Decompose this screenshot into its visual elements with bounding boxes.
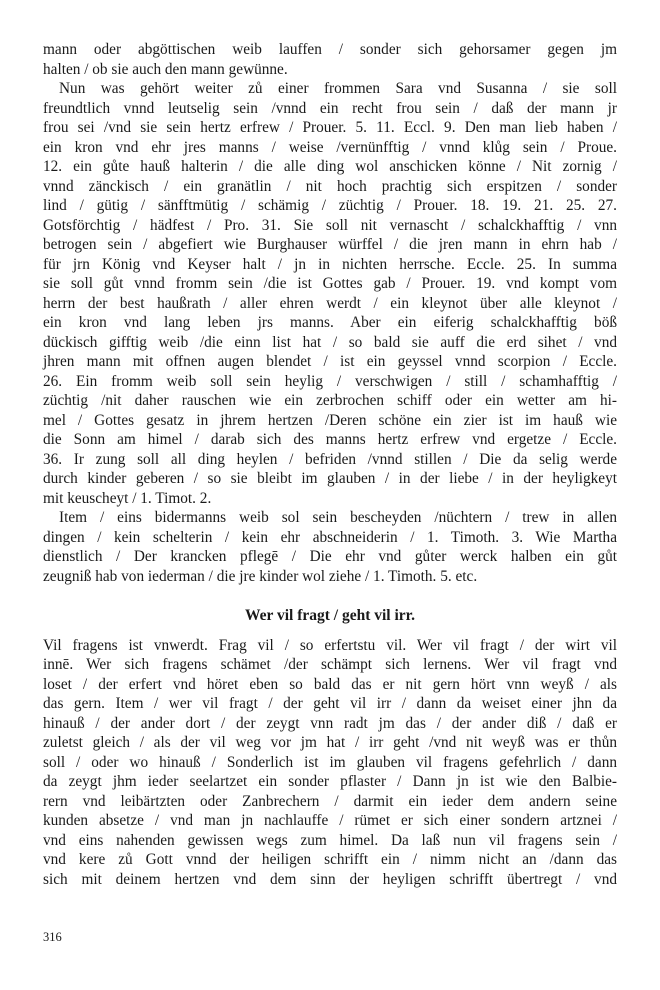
text-line: ein kron vnd lang leben jrs manns. Aber ein eiferig schalckhafftig böß [43,314,617,331]
text-line: rern vnd leibärtzten oder Zanbrechern / darmit ein ieder dem andern seine [43,792,617,810]
body-text-block-1 [43,40,617,586]
text-line: ein kron vnd ehr jres manns / weise /vernünfftig / vnnd klůg sein / Proue. [43,138,617,156]
text-line: herrn der best haußrath / aller ehren werdt / ein kleynot über alle kleynot / [43,294,617,312]
text-line: sie soll gůt vnnd fromm sein /die ist Gottes gab / Prouer. 19. vnd kompt vom [43,275,617,292]
body-text-block-2 [43,636,617,890]
text-line: vnnd zänckisch / ein granätlin / nit hoch prachtig sich erspitzen / sonder [43,177,617,195]
text-line: mel / Gottes gesatz in jhrem hertzen /Deren schöne ein zier ist im hauß wie [43,411,617,429]
text-line: betrogen sein / abgefiert wie Burghauser würffel / die jren mann in ehrn hab / [43,236,617,253]
text-line: halten / ob sie auch den mann gewünne. [43,60,288,78]
text-line: soll / oder wo hinauß / Sonderlich ist im glauben vil fragens gefehrlich / dann [43,753,617,771]
text-line: kunden absetze / vnd man jn nachlauffe / rümet er sich einer sondern artznei / [43,812,617,829]
text-line: lind / gütig / sänfftmütig / schämig / züchtig / Prouer. 18. 19. 21. 25. 27. [43,197,617,214]
text-line: Gotsförchtig / hädfest / Pro. 31. Sie soll nit vernascht / schalckhafftig / vnn [43,216,617,234]
page-body [43,40,617,889]
text-line: dingen / kein schelterin / kein ehr abschneiderin / 1. Timoth. 3. Wie Martha [43,528,617,546]
section-heading: Wer vil fragt / geht vil irr. [244,607,416,624]
text-line: loset / der erfert vnd höret eben so bald das er nit gern hört vnn weyß / als [43,675,617,693]
text-line: hinauß / der ander dort / der zeygt vnn radt jm das / der ander diß / daß er [43,714,617,732]
text-line: mit keuscheyt / 1. Timot. 2. [43,489,212,507]
text-line: da zeygt jhm ieder seelartzet ein sonder pflaster / Dann jn ist wie den Balbie- [43,773,617,790]
text-line: innē. Wer sich fragens schämet /der schämpt sich lernens. Wer vil fragt vnd [43,656,617,673]
text-line: 12. ein gůte hauß halterin / die alle ding wol anschicken könne / Nit zornig / [43,158,617,175]
text-line: freundtlich vnnd leutselig sein /vnnd ein recht frou sein / daß der mann jr [43,99,617,117]
text-line: für jrn König vnd Keyser halt / jn in nichten herrsche. Eccle. 25. In summa [43,255,617,273]
text-line: vnd kere zů Gott vnnd der heiligen schrifft ein / nimm nicht an /dann das [43,851,617,868]
text-line: züchtig /nit daher rauschen wie ein zerbrochen schiff oder ein wetter am hi- [43,392,617,409]
text-line: durch kinder geberen / so sie bleibt im glauben / in der liebe / in der heyligkeyt [43,470,617,487]
text-line: 26. Ein fromm weib soll sein heylig / verschwigen / still / schamhafftig / [43,372,617,390]
text-line: mann oder abgöttischen weib lauffen / sonder sich gehorsamer gegen jm [43,41,617,58]
text-line: 36. Ir zung soll all ding heylen / befriden /vnnd stillen / Die da selig werde [43,450,617,468]
text-line: Item / eins bidermanns weib sol sein bescheyden /nüchtern / trew in allen [59,509,617,526]
text-line: frou sei /vnd sie sein hertz erfrew / Prouer. 5. 11. Eccl. 9. Den man lieb haben / [43,119,617,136]
text-line: jhren mann mit offnen augen blendet / ist ein geyssel vnnd scorpion / Eccle. [43,353,617,370]
text-line: dückisch gifftig weib /die einn list hat / so bald sie auff die erd sihet / vnd [43,333,617,351]
text-line: sich mit deinem hertzen vnd dem sinn der heyligen schrifft übertregt / vnd [43,870,617,888]
text-line: dienstlich / Der krancken pflegē / Die ehr vnd gůter werck halben ein gůt [43,548,617,565]
text-line: zuletst gleich / als der vil weg vor jm hat / irr geht /vnd nit weyß was er thůn [43,734,617,751]
text-line: vnd eins nahenden gewissen wegs zum himel. Da laß nun vil fragens sein / [43,831,617,849]
text-line: die Sonn am himel / darab sich des manns hertz erfrew vnd ergetze / Eccle. [43,431,617,448]
text-line: das gern. Item / wer vil fragt / der geht vil irr / dann da weiset einer jhn da [43,695,617,712]
text-line: Vil fragens ist vnwerdt. Frag vil / so erfertstu vil. Wer vil fragt / der wirt vil [43,636,617,654]
page-number: 316 [43,930,62,944]
text-line: Nun was gehört weiter zů einer frommen Sara vnd Susanna / sie soll [59,80,617,97]
text-line: zeugniß hab von iederman / die jre kinder wol ziehe / 1. Timoth. 5. etc. [43,567,478,585]
